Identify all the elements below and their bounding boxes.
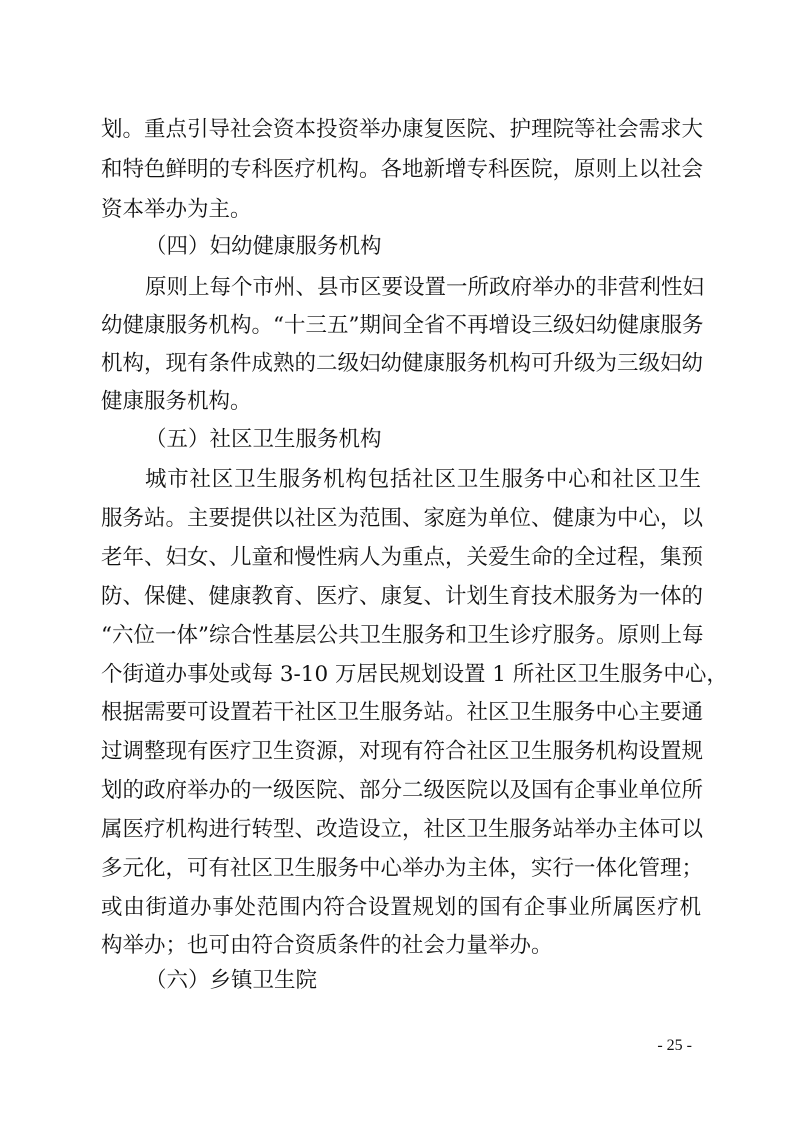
- section-heading: （六）乡镇卫生院: [145, 968, 318, 993]
- section-heading: （五）社区卫生服务机构: [145, 427, 382, 452]
- body-text-line: 构举办；也可由符合资质条件的社会力量举办。: [101, 933, 553, 958]
- page-number: - 25 -: [657, 1037, 692, 1054]
- body-text-line: 根据需要可设置若干社区卫生服务站。社区卫生服务中心主要通: [101, 700, 704, 725]
- body-text-line: 健康服务机构。: [101, 389, 252, 414]
- body-text-line: 幼健康服务机构。“十三五”期间全省不再增设三级妇幼健康服务: [101, 313, 704, 338]
- body-text-line: 服务站。主要提供以社区为范围、家庭为单位、健康为中心，以: [101, 506, 704, 531]
- body-text-line: 过调整现有医疗卫生资源，对现有符合社区卫生服务机构设置规: [101, 739, 704, 764]
- body-text-line: 城市社区卫生服务机构包括社区卫生服务中心和社区卫生: [145, 467, 701, 492]
- body-text-line: 属医疗机构进行转型、改造设立，社区卫生服务站举办主体可以: [101, 817, 704, 842]
- body-text-line: 防、保健、健康教育、医疗、康复、计划生育技术服务为一体的: [101, 584, 704, 609]
- body-text-line: 和特色鲜明的专科医疗机构。各地新增专科医院，原则上以社会: [101, 157, 704, 182]
- section-heading: （四）妇幼健康服务机构: [145, 234, 382, 259]
- body-text-line: 划的政府举办的一级医院、部分二级医院以及国有企事业单位所: [101, 778, 704, 803]
- body-text-line: 资本举办为主。: [101, 197, 252, 222]
- body-text-line: 机构，现有条件成熟的二级妇幼健康服务机构可升级为三级妇幼: [101, 351, 704, 376]
- body-text-line: 老年、妇女、儿童和慢性病人为重点，关爱生命的全过程，集预: [101, 545, 704, 570]
- body-text-line: 划。重点引导社会资本投资举办康复医院、护理院等社会需求大: [101, 117, 704, 142]
- body-text-line: 原则上每个市州、县市区要设置一所政府举办的非营利性妇: [145, 275, 705, 300]
- body-text-line: 或由街道办事处范围内符合设置规划的国有企事业所属医疗机: [101, 895, 701, 920]
- body-text-line: 多元化，可有社区卫生服务中心举办为主体，实行一体化管理；: [101, 856, 704, 881]
- body-text-line: “六位一体”综合性基层公共卫生服务和卫生诊疗服务。原则上每: [101, 623, 704, 648]
- body-text-line: 个街道办事处或每 3-10 万居民规划设置 1 所社区卫生服务中心，: [101, 662, 728, 687]
